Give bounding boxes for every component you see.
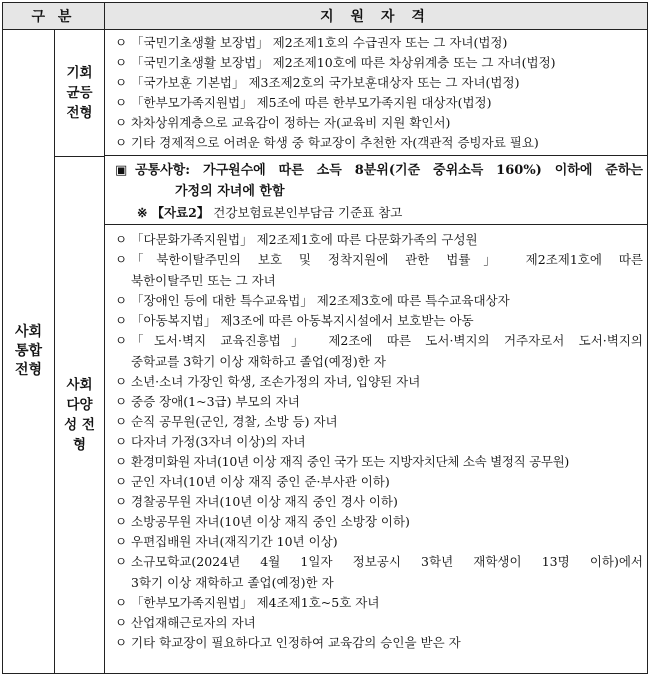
- list-item: [115, 492, 643, 512]
- bullet: ㅇ: [115, 135, 128, 150]
- group-diversity: [55, 157, 105, 673]
- list-item: [115, 412, 643, 432]
- reference-label: 【자료2】: [151, 205, 210, 220]
- common-statement: [115, 160, 643, 202]
- list-item: [115, 230, 643, 250]
- bullet: ㅇ: [115, 232, 128, 247]
- list-item-text: 순직 공무원(군인, 경찰, 소방 등) 자녀: [131, 414, 338, 429]
- list-item: [115, 73, 643, 93]
- common-line-2: 가정의 자녀에 한함: [175, 184, 285, 199]
- table-header: [3, 3, 647, 30]
- list-item-text: 다자녀 가정(3자녀 이상)의 자녀: [131, 434, 306, 449]
- common-requirement: [105, 157, 647, 225]
- list-item-text: 「한부모가족지원법」 제5조에 따른 한부모가족지원 대상자(법정): [131, 95, 492, 110]
- list-item: [115, 331, 643, 352]
- bullet: ㅇ: [115, 414, 128, 429]
- common-line-1: 공통사항: 가구원수에 따른 소득 8분위(기준 중위소득 160%) 이하에 준하는: [135, 163, 643, 178]
- list-item: [115, 291, 643, 311]
- bullet: ㅇ: [115, 115, 128, 130]
- bullet: ㅇ: [115, 494, 128, 509]
- reference-text: 건강보험료본인부담금 기준표 참고: [209, 205, 403, 220]
- list-item-text: 「장애인 등에 대한 특수교육법」 제2조제3호에 따른 특수교육대상자: [131, 293, 510, 308]
- reference-mark: ※: [137, 205, 148, 220]
- bullet: ㅇ: [115, 615, 128, 630]
- bullet: ㅇ: [115, 95, 128, 110]
- bullet: ㅇ: [115, 514, 128, 529]
- list-item: [115, 432, 643, 452]
- list-item: [115, 593, 643, 613]
- reference-note: [115, 202, 643, 224]
- group-diversity-label: 사회 다양성 전형: [64, 377, 95, 453]
- bullet: ㅇ: [115, 454, 127, 469]
- list-item: [115, 633, 643, 653]
- group-equal-label: 기회 균등 전형: [66, 65, 93, 121]
- diversity-section: [105, 226, 647, 673]
- bullet: ㅇ: [115, 55, 128, 70]
- list-item-continuation: 북한이탈주민 또는 그 자녀: [131, 272, 276, 288]
- bullet: ㅇ: [115, 374, 128, 389]
- group-equal: [55, 30, 105, 157]
- bullet: ㅇ: [115, 434, 128, 449]
- list-item: [115, 33, 643, 53]
- list-item-text: 소방공무원 자녀(10년 이상 재직 중인 소방장 이하): [131, 514, 410, 529]
- bullet: ㅇ: [115, 534, 128, 549]
- list-item: [115, 452, 643, 472]
- bullet: ㅇ: [115, 35, 128, 50]
- bullet: ㅇ: [115, 333, 128, 348]
- list-item-text: 우편집배원 자녀(재직기간 10년 이상): [131, 534, 338, 549]
- list-item: [115, 133, 643, 153]
- list-item-text: 「국가보훈 기본법」 제3조제2호의 국가보훈대상자 또는 그 자녀(법정): [131, 75, 520, 90]
- list-item: [115, 93, 643, 113]
- header-qualification: 지 원 자 격: [320, 9, 431, 25]
- list-item: [115, 512, 643, 532]
- bullet: ㅇ: [115, 394, 128, 409]
- list-item-text: 「한부모가족지원법」 제4조제1호~5호 자녀: [131, 595, 380, 610]
- list-item-text: 산업재해근로자의 자녀: [131, 615, 256, 630]
- list-item-continuation: 3학기 이상 재학하고 졸업(예정)한 자: [131, 574, 334, 590]
- list-item-text: 중증 장애(1~3급) 부모의 자녀: [131, 394, 300, 409]
- bullet: ㅇ: [115, 252, 128, 267]
- bullet: ㅇ: [115, 554, 128, 569]
- bullet: ㅇ: [115, 635, 128, 650]
- group-social: [3, 30, 55, 673]
- list-item: [115, 113, 643, 133]
- list-item-text: 「다문화가족지원법」 제2조제1호에 따른 다문화가족의 구성원: [131, 232, 478, 247]
- list-item: [115, 613, 643, 633]
- list-item-text: 「아동복지법」 제3조에 따른 아동복지시설에서 보호받는 아동: [131, 313, 474, 328]
- list-item: [115, 311, 643, 331]
- list-item-text: 소규모학교(2024년 4월 1일자 정보공시 3학년 재학생이 13명 이하)에서: [131, 554, 643, 569]
- bullet: ㅇ: [115, 313, 128, 328]
- bullet: ㅇ: [115, 75, 128, 90]
- list-item-text: 경찰공무원 자녀(10년 이상 재직 중인 경사 이하): [131, 494, 398, 509]
- square-bullet-icon: ▣: [115, 163, 128, 178]
- list-item: [115, 53, 643, 73]
- list-item-text: 「국민기초생활 보장법」 제2조제10호에 따른 차상위계층 또는 그 자녀(법정): [131, 55, 556, 70]
- list-item: [115, 250, 643, 271]
- equal-section: [105, 30, 647, 156]
- list-item: [115, 472, 643, 492]
- group-social-label: 사회 통합 전형: [14, 324, 43, 378]
- list-item: [115, 392, 643, 412]
- list-item-text: 군인 자녀(10년 이상 재직 중인 준·부사관 이하): [131, 474, 390, 489]
- list-item-text: 「국민기초생활 보장법」 제2조제1호의 수급권자 또는 그 자녀(법정): [131, 35, 508, 50]
- bullet: ㅇ: [115, 595, 128, 610]
- bullet: ㅇ: [115, 293, 128, 308]
- list-item-text: 기타 학교장이 필요하다고 인정하여 교육감의 승인을 받은 자: [131, 635, 461, 650]
- header-category: 구 분: [3, 3, 105, 29]
- list-item-text: 「도서·벽지 교육진흥법」 제2조에 따른 도서·벽지의 거주자로서 도서·벽지의: [131, 333, 643, 348]
- list-item: [115, 372, 643, 392]
- qualification-table: [2, 2, 648, 674]
- list-item: [115, 552, 643, 573]
- list-item: [115, 532, 643, 552]
- list-item-text: 기타 경제적으로 어려운 학생 중 학교장이 추천한 자(객관적 증빙자료 필요): [131, 135, 539, 150]
- list-item-text: 차차상위계층으로 교육감이 정하는 자(교육비 지원 확인서): [131, 115, 451, 130]
- bullet: ㅇ: [115, 474, 128, 489]
- list-item-text: 소년·소녀 가장인 학생, 조손가정의 자녀, 입양된 자녀: [131, 374, 421, 389]
- list-item-text: 「북한이탈주민의 보호 및 정착지원에 관한 법률」 제2조제1호에 따른: [131, 252, 643, 267]
- list-item-text: 환경미화원 자녀(10년 이상 재직 중인 국가 또는 지방자치단체 소속 별정직 공무원): [131, 454, 569, 469]
- list-item-continuation: 중학교를 3학기 이상 재학하고 졸업(예정)한 자: [131, 353, 386, 369]
